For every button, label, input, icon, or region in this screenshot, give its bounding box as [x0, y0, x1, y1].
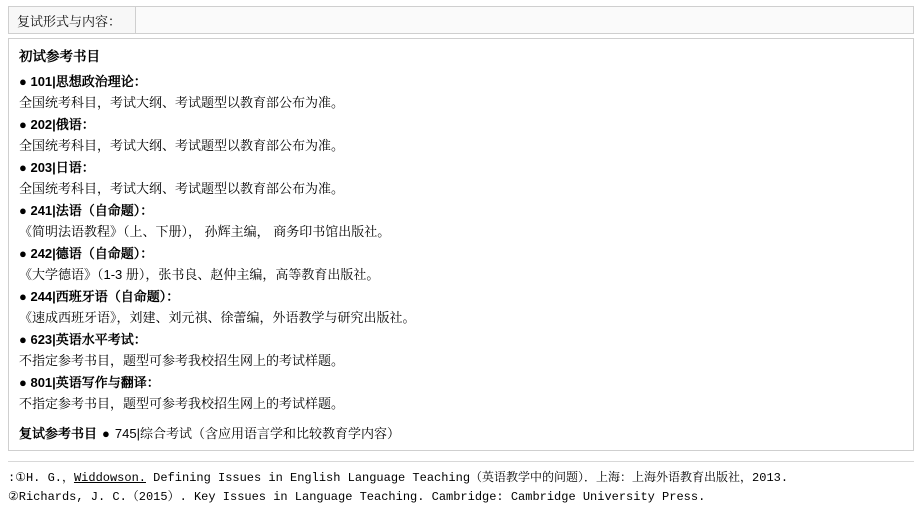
subject-label: ● 623|英语水平考试： [19, 332, 147, 347]
subject-label: ● 101|思想政治理论： [19, 74, 147, 89]
reference-rest: Defining Issues in English Language Teaching（英语教学中的问题）．上海：上海外语教育出版社，2013. [145, 471, 789, 485]
list-item [19, 372, 903, 414]
reference-prefix: :①H. G.， [8, 471, 74, 485]
retest-books-text: 745|综合考试（含应用语言学和比较教育学内容） [114, 426, 400, 441]
reference-item: ②Richards, J. C.（2015）. Key Issues in Language Teaching. Cambridge: Cambridge University Press. [8, 490, 706, 504]
subject-detail: 全国统考科目，考试大纲、考试题型以教育部公布为准。 [19, 95, 345, 110]
tab-label: 复试形式与内容： [17, 13, 122, 29]
header-bar [8, 6, 914, 34]
subject-detail: 不指定参考书目，题型可参考我校招生网上的考试样题。 [19, 353, 345, 368]
list-item [19, 243, 903, 285]
subject-label: ● 202|俄语： [19, 117, 95, 132]
subject-label: ● 241|法语（自命题）： [19, 203, 154, 218]
list-item [19, 200, 903, 242]
list-item [19, 71, 903, 113]
content-panel [8, 38, 914, 451]
subject-detail: 《速成西班牙语》，刘建、刘元祺、徐蕾编，外语教学与研究出版社。 [19, 310, 416, 325]
retest-books-row [19, 424, 903, 444]
subject-detail: 全国统考科目，考试大纲、考试题型以教育部公布为准。 [19, 181, 345, 196]
tab-retest-form-and-content[interactable] [9, 7, 136, 33]
retest-books-label: 复试参考书目 [19, 426, 98, 441]
subject-label: ● 244|西班牙语（自命题）： [19, 289, 180, 304]
list-item [19, 329, 903, 371]
subject-detail: 全国统考科目，考试大纲、考试题型以教育部公布为准。 [19, 138, 345, 153]
book-list [19, 71, 903, 414]
subject-detail: 《简明法语教程》（上、下册）， 孙辉主编， 商务印书馆出版社。 [19, 224, 391, 239]
reference-item [8, 469, 914, 488]
list-item [19, 114, 903, 156]
references-section [8, 461, 914, 507]
list-item [19, 286, 903, 328]
subject-detail: 不指定参考书目，题型可参考我校招生网上的考试样题。 [19, 396, 345, 411]
subject-label: ● 801|英语写作与翻译： [19, 375, 160, 390]
page-title: 初试参考书目 [19, 49, 100, 64]
subject-label: ● 203|日语： [19, 160, 95, 175]
list-item [19, 157, 903, 199]
subject-detail: 《大学德语》（1-3 册），张书良、赵仲主编，高等教育出版社。 [19, 267, 380, 282]
subject-label: ● 242|德语（自命题）： [19, 246, 154, 261]
reference-author: Widdowson. [73, 471, 146, 485]
bullet-icon: ● [102, 426, 110, 441]
